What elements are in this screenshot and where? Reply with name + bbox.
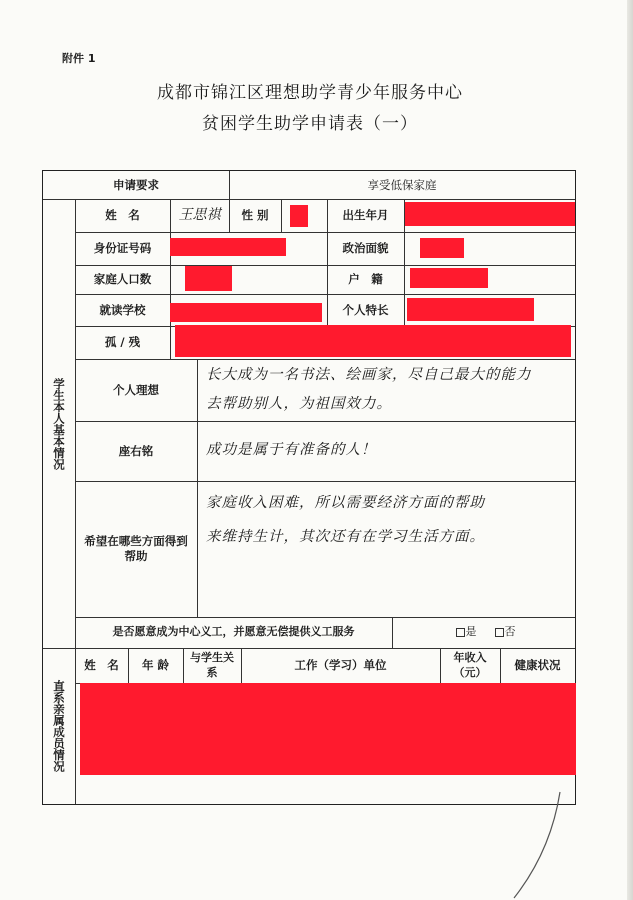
gender-label: 性 别 [241,208,269,223]
requirement-value: 享受低保家庭 [367,177,437,192]
redaction-family-members [80,683,576,775]
no-checkbox[interactable] [495,628,504,637]
yes-label: 是 [465,625,477,639]
redaction-gender [290,205,308,227]
talent-label: 个人特长 [342,302,389,317]
family-relation-header: 与学生关系 [190,651,234,679]
yes-checkbox[interactable] [456,628,465,637]
requirement-label: 申请要求 [113,177,159,192]
redaction-household-size [185,266,232,291]
id-number-label: 身份证号码 [93,241,152,256]
page-curl-line [510,790,570,900]
family-name-header: 姓 名 [84,658,119,673]
hukou-label: 户 籍 [348,272,383,287]
help-label: 希望在哪些方面得到帮助 [84,534,188,563]
family-health-header: 健康状况 [514,658,561,673]
title-organization: 成都市锦江区理想助学青少年服务中心 [157,83,463,103]
redaction-birth [405,202,575,226]
redaction-id-number [170,238,286,256]
ideal-line-2: 去帮助别人，为祖国效力。 [206,396,392,412]
help-line-2: 来维持生计，其次还有在学习生活方面。 [206,529,485,545]
name-value: 王思祺 [178,207,221,224]
redaction-hukou [410,268,488,288]
redaction-political [420,238,464,258]
name-label: 姓 名 [105,208,140,223]
page-edge [627,0,633,900]
birth-label: 出生年月 [342,208,389,223]
family-work-header: 工作（学习）单位 [294,658,387,673]
motto-label: 座右铭 [118,443,154,458]
ideal-line-1: 长大成为一名书法、绘画家，尽自己最大的能力 [206,367,532,383]
title-form: 贫困学生助学申请表（一） [202,114,418,134]
ideal-label: 个人理想 [113,382,159,397]
political-status-label: 政治面貌 [342,241,389,256]
redaction-school [170,303,322,322]
section-family-members: 直系亲属成员情况 [52,680,66,772]
help-line-1: 家庭收入困难，所以需要经济方面的帮助 [206,495,485,511]
attachment-label: 附件 1 [62,52,96,65]
section-student-info: 学生本人基本情况 [52,377,66,470]
motto-line-1: 成功是属于有准备的人！ [206,442,377,458]
orphan-disability-label: 孤 / 残 [104,335,141,350]
school-label: 就读学校 [99,302,146,317]
volunteer-question: 是否愿意成为中心义工，并愿意无偿提供义工服务 [112,625,355,639]
family-income-header: 年收入（元） [453,651,487,679]
redaction-orphan-disability [175,325,571,357]
family-age-header: 年 龄 [141,658,169,673]
no-label: 否 [504,625,516,639]
redaction-talent [407,298,534,321]
volunteer-options [392,617,575,648]
household-size-label: 家庭人口数 [93,272,152,287]
